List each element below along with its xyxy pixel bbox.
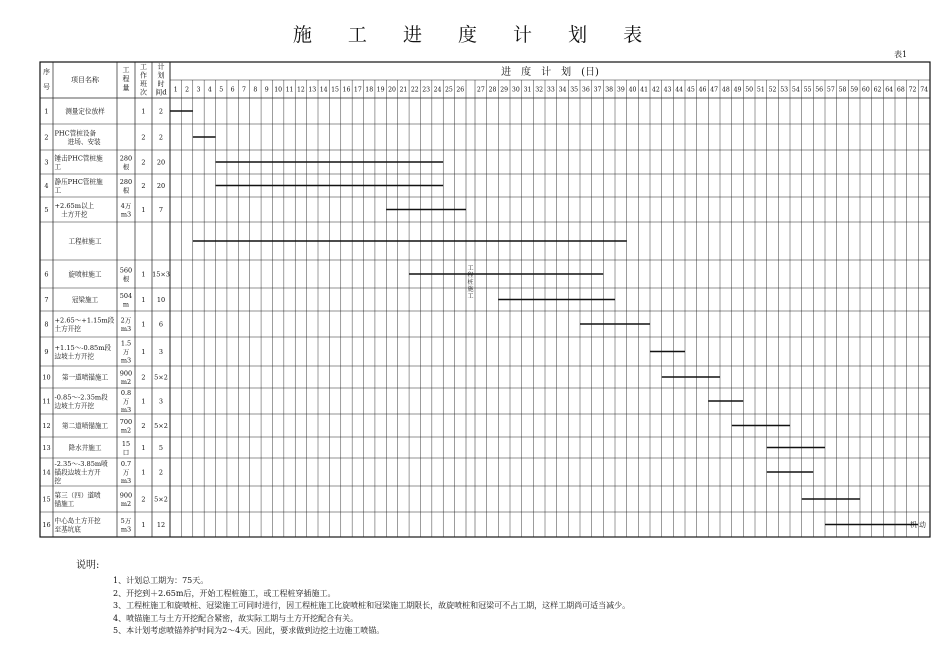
row-crew: 2 (141, 133, 146, 142)
row-crew: 1 (141, 348, 146, 356)
note-line: 4、喷锚施工与土方开挖配合紧密，故实际工期与土方开挖配合有关。 (113, 613, 359, 623)
row-name: 土方开挖 (54, 324, 81, 333)
row-qty: 根 (122, 162, 130, 171)
day-label: 44 (675, 86, 684, 94)
day-label: 42 (651, 86, 660, 94)
row-qty: 1.5 (120, 339, 132, 348)
row-name: 边坡土方开挖 (54, 401, 95, 410)
day-label: 8 (253, 86, 258, 94)
header-dur: 计 (157, 63, 165, 71)
row-name: 土方开挖 (54, 210, 88, 219)
header-qty: 程 (122, 75, 130, 83)
day-label: 12 (296, 86, 305, 94)
day-label: 18 (365, 86, 374, 94)
note-line: 1、计划总工期为：75天。 (113, 576, 209, 586)
day-label: 37 (593, 86, 602, 94)
header-crew: 次 (140, 88, 147, 97)
header-name: 项目名称 (71, 76, 99, 84)
day-label: 6 (230, 86, 235, 94)
row-crew: 1 (141, 521, 146, 529)
header-crew: 工 (140, 63, 147, 71)
row-qty: 280 (119, 177, 133, 186)
row-name: +2.65m以上 (54, 201, 95, 210)
header-dur: 划 (157, 71, 165, 80)
row-duration: 5×2 (154, 422, 168, 430)
row-qty: 口 (122, 448, 130, 457)
row-number: 13 (42, 444, 51, 452)
row-qty: 5万 (120, 516, 132, 525)
row-name: 测量定位放样 (65, 107, 105, 116)
day-label: 31 (523, 86, 532, 94)
row-qty: m2 (120, 426, 132, 435)
row-duration: 20 (156, 182, 166, 190)
row-crew: 1 (141, 320, 146, 329)
header-seq: 序 (43, 68, 50, 76)
day-label: 49 (733, 86, 742, 94)
row-qty: m3 (120, 324, 132, 333)
row-duration: 10 (156, 296, 166, 304)
table-frame (40, 62, 930, 537)
row-qty: 万 (122, 468, 130, 477)
row-qty: m3 (120, 356, 132, 365)
gap-label-char: 桩 (467, 279, 474, 286)
day-label: 53 (780, 86, 789, 94)
notes-section (76, 560, 630, 637)
note-line: 3、工程桩施工和旋喷桩、冠梁施工可同时进行，因工程桩施工比旋喷桩和冠梁施工期限长，故旋喷桩和冠梁可不占工期，这样工期尚可适当减少。 (113, 601, 631, 611)
row-name: 第一道喷锚施工 (61, 373, 109, 382)
day-label: 52 (768, 86, 777, 94)
header-crew: 作 (140, 71, 147, 80)
row-qty: 2万 (120, 316, 132, 325)
row-name: +2.65～+1.15m段 (54, 316, 115, 325)
row-name: 工 (54, 162, 62, 171)
end-label: 机 动 (910, 521, 926, 529)
row-crew: 2 (141, 373, 146, 382)
day-label: 5 (219, 86, 224, 94)
day-label: 40 (628, 86, 637, 94)
row-name: +1.15～-0.85m段 (54, 343, 112, 352)
day-label: 1 (173, 86, 178, 94)
header-dur: 时 (157, 80, 165, 88)
day-label: 34 (558, 86, 567, 94)
row-qty: 15 (121, 439, 131, 448)
day-label: 47 (710, 86, 719, 94)
row-duration: 2 (158, 107, 164, 116)
day-label: 41 (640, 86, 649, 94)
row-number: 11 (42, 397, 51, 406)
day-label: 24 (433, 86, 442, 94)
day-label: 19 (376, 86, 385, 94)
row-duration: 12 (156, 521, 166, 529)
day-label: 43 (663, 86, 672, 94)
row-duration: 15×3 (152, 270, 170, 279)
row-crew: 1 (141, 270, 146, 279)
day-label: 60 (861, 86, 870, 94)
row-duration: 6 (158, 320, 164, 329)
table-number: 表1 (894, 50, 908, 59)
day-label: 26 (456, 86, 465, 94)
row-name: 静压PHC管桩施 (54, 177, 103, 186)
row-name: 中心岛土方开挖 (54, 516, 101, 525)
day-label: 33 (546, 86, 555, 94)
gap-label-char: 工 (467, 293, 474, 300)
day-label: 46 (698, 86, 707, 94)
gap-label-char: 工 (467, 265, 474, 272)
day-label: 22 (410, 86, 419, 94)
row-name: 第二道喷锚施工 (61, 422, 109, 430)
day-label: 74 (920, 86, 929, 94)
day-label: 15 (331, 86, 340, 94)
day-label: 14 (319, 86, 328, 94)
day-label: 11 (285, 86, 294, 94)
gap-label-char: 施 (467, 286, 474, 293)
row-name: 挖 (54, 477, 62, 485)
row-number: 10 (42, 373, 51, 382)
row-duration: 5 (158, 444, 164, 452)
row-crew: 2 (141, 158, 146, 167)
row-name: 锚段边坡土方开 (54, 468, 101, 477)
row-name: PHC管桩设备 (54, 129, 97, 138)
row-name: -2.35～-3.85m喷 (54, 460, 108, 468)
day-label: 3 (196, 86, 201, 94)
row-number: 4 (44, 182, 49, 190)
row-name: 旋喷桩施工 (68, 270, 102, 279)
day-label: 38 (605, 86, 614, 94)
row-duration: 5×2 (154, 495, 168, 504)
day-label: 10 (274, 86, 283, 94)
row-name: 降水井施工 (68, 444, 102, 452)
day-label: 68 (896, 86, 905, 94)
day-label: 13 (308, 86, 317, 94)
row-number: 7 (44, 296, 49, 304)
day-label: 4 (207, 86, 212, 94)
row-duration: 2 (158, 468, 164, 477)
row-duration: 5×2 (154, 373, 168, 382)
header-seq: 号 (43, 83, 50, 91)
row-qty: 根 (122, 186, 130, 195)
row-qty: 900 (119, 369, 133, 378)
row-number: 1 (44, 107, 49, 116)
row-duration: 3 (158, 348, 164, 356)
header-progress: 进 度 计 划 (日) (501, 67, 599, 78)
row-crew: 1 (141, 468, 146, 477)
day-label: 23 (422, 86, 431, 94)
header-dur: 间d (155, 88, 167, 97)
row-crew: 1 (141, 296, 146, 304)
day-label: 32 (535, 86, 544, 94)
row-name: 工程桩施工 (68, 237, 102, 246)
day-label: 57 (826, 86, 835, 94)
day-label: 48 (721, 86, 730, 94)
row-duration: 2 (158, 133, 164, 142)
row-qty: 万 (122, 397, 130, 406)
header-qty: 工 (122, 66, 130, 74)
row-crew: 2 (141, 182, 146, 190)
gap-label-char: 程 (467, 272, 474, 279)
row-crew: 1 (141, 206, 146, 214)
row-name: 锚施工 (54, 499, 75, 508)
row-number: 8 (44, 320, 49, 329)
row-name: 至基坑底 (54, 525, 81, 534)
header-crew: 班 (140, 80, 147, 88)
day-label: 50 (745, 86, 754, 94)
row-qty: m3 (120, 406, 132, 414)
day-label: 21 (399, 86, 408, 94)
row-name: 第三（四）道喷 (54, 491, 101, 500)
row-number: 3 (44, 158, 49, 167)
row-number: 15 (42, 495, 51, 504)
row-number: 14 (42, 468, 51, 477)
row-qty: 504 (119, 291, 133, 300)
day-label: 72 (908, 86, 917, 94)
row-number: 6 (44, 270, 49, 279)
row-qty: m2 (120, 499, 132, 508)
day-label: 35 (570, 86, 579, 94)
day-label: 16 (342, 86, 351, 94)
day-label: 45 (686, 86, 695, 94)
row-qty: 700 (119, 417, 133, 426)
day-label: 29 (500, 86, 509, 94)
row-name: 冠梁施工 (71, 296, 99, 304)
row-name: 工 (54, 186, 62, 195)
row-qty: 0.8 (120, 389, 132, 397)
row-name: -0.85～-2.35m段 (54, 393, 108, 402)
day-label: 30 (511, 86, 520, 94)
day-label: 20 (388, 86, 396, 94)
note-line: 5、本计划考虑喷锚养护时间为2～4天。因此，要求做到边挖土边施工喷锚。 (113, 626, 385, 636)
row-number: 2 (44, 133, 49, 142)
row-duration: 20 (156, 158, 166, 167)
day-label: 9 (264, 86, 269, 94)
row-qty: m3 (120, 525, 132, 534)
day-label: 55 (803, 86, 812, 94)
day-label: 36 (581, 86, 590, 94)
row-crew: 1 (141, 444, 146, 452)
day-label: 58 (838, 86, 847, 94)
row-number: 9 (44, 348, 49, 356)
day-label: 27 (476, 86, 485, 94)
row-duration: 3 (158, 397, 164, 406)
day-label: 7 (242, 86, 246, 94)
day-label: 28 (488, 86, 497, 94)
row-crew: 1 (141, 107, 146, 116)
day-label: 25 (444, 86, 453, 94)
row-name: 边坡土方开挖 (54, 352, 95, 361)
row-qty: 900 (119, 491, 133, 500)
row-number: 16 (42, 521, 51, 529)
row-qty: m3 (120, 210, 132, 219)
row-qty: m2 (120, 377, 132, 386)
day-label: 51 (756, 86, 765, 94)
day-label: 59 (850, 86, 859, 94)
row-number: 12 (42, 422, 51, 430)
row-name: 锤击PHC管桩施 (54, 154, 103, 163)
row-number: 5 (44, 206, 49, 214)
row-qty: 0.7 (120, 460, 132, 468)
row-crew: 1 (141, 397, 146, 406)
notes-heading: 说明: (76, 560, 100, 571)
row-qty: 根 (122, 274, 130, 283)
row-crew: 2 (141, 495, 146, 504)
day-label: 64 (885, 86, 894, 94)
row-qty: 万 (122, 348, 130, 356)
day-label: 62 (873, 86, 882, 94)
day-label: 54 (791, 86, 800, 94)
day-label: 2 (185, 86, 190, 94)
row-qty: m3 (120, 477, 132, 485)
row-qty: m (122, 300, 130, 309)
row-crew: 2 (141, 422, 146, 430)
row-duration: 7 (158, 206, 164, 214)
row-qty: 560 (119, 266, 133, 275)
day-label: 17 (353, 86, 362, 94)
page-title: 施 工 进 度 计 划 表 (292, 24, 658, 46)
note-line: 2、开挖到＋2.65m后，开始工程桩施工，或工程桩穿插施工。 (113, 588, 336, 598)
day-label: 39 (616, 86, 625, 94)
day-label: 56 (815, 86, 824, 94)
row-qty: 4万 (120, 201, 132, 210)
row-name: 进场、安装 (54, 137, 101, 146)
header-qty: 量 (122, 84, 130, 92)
row-qty: 280 (119, 154, 133, 163)
